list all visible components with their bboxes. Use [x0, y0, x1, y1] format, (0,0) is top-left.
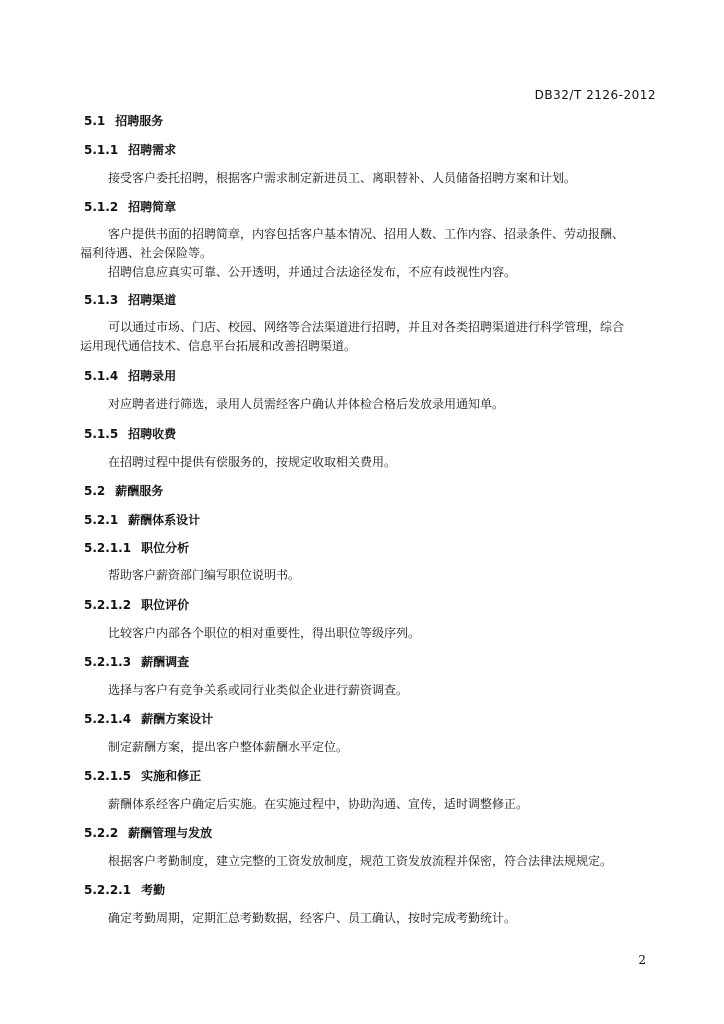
section-title: 招聘需求: [128, 143, 177, 157]
section-number: 5.2.1.2: [84, 598, 132, 612]
section-heading: [84, 712, 656, 726]
section-heading: [84, 769, 656, 783]
paragraph-line: 可以通过市场、门店、校园、网络等合法渠道进行招聘，并且对各类招聘渠道进行科学管理，综合: [108, 320, 625, 334]
section-number: 5.1.2: [84, 200, 119, 214]
section-title: 薪酬服务: [115, 484, 164, 498]
section-heading: [84, 484, 656, 498]
section-title: 招聘录用: [128, 369, 177, 383]
section-number: 5.1.3: [84, 293, 119, 307]
section-title: 招聘简章: [128, 200, 177, 214]
section-title: 薪酬调查: [141, 655, 190, 669]
section-number: 5.2.1.1: [84, 541, 132, 555]
section-number: 5.2.1.5: [84, 769, 132, 783]
paragraph-line: 接受客户委托招聘，根据客户需求制定新进员工、离职替补、人员储备招聘方案和计划。: [108, 171, 577, 185]
section-number: 5.2: [84, 484, 106, 498]
section-heading: [84, 598, 656, 612]
paragraph-line: 比较客户内部各个职位的相对重要性，得出职位等级序列。: [108, 626, 421, 640]
section-heading: [84, 826, 656, 840]
section-number: 5.1: [84, 114, 106, 128]
section-title: 考勤: [141, 883, 166, 897]
paragraph: [84, 681, 656, 700]
paragraph-line: 招聘信息应真实可靠、公开透明，并通过合法途径发布，不应有歧视性内容。: [108, 265, 517, 279]
paragraph: [84, 453, 656, 472]
paragraph: [84, 795, 656, 814]
section-heading: [84, 200, 656, 214]
section-number: 5.2.2: [84, 826, 119, 840]
section-number: 5.2.2.1: [84, 883, 132, 897]
section-number: 5.2.1.3: [84, 655, 132, 669]
paragraph-line: 确定考勤周期，定期汇总考勤数据，经客户、员工确认，按时完成考勤统计。: [108, 911, 517, 925]
section-heading: [84, 883, 656, 897]
paragraph: [84, 852, 656, 871]
section-heading: [84, 541, 656, 555]
paragraph: [84, 566, 656, 585]
section-title: 招聘收费: [128, 427, 177, 441]
section-number: 5.2.1: [84, 513, 119, 527]
section-number: 5.1.1: [84, 143, 119, 157]
section-number: 5.1.4: [84, 369, 119, 383]
paragraph: [84, 395, 656, 414]
paragraph: [84, 738, 656, 757]
section-title: 薪酬方案设计: [141, 712, 214, 726]
section-title: 薪酬体系设计: [128, 513, 201, 527]
paragraph: [84, 624, 656, 643]
section-heading: [84, 655, 656, 669]
paragraph-line: 对应聘者进行筛选，录用人员需经客户确认并体检合格后发放录用通知单。: [108, 397, 505, 411]
section-heading: [84, 114, 656, 128]
section-title: 实施和修正: [141, 769, 202, 783]
paragraph-line: 制定薪酬方案，提出客户整体薪酬水平定位。: [108, 740, 349, 754]
section-heading: [84, 293, 656, 307]
section-heading: [84, 427, 656, 441]
document-code: DB32/T 2126-2012: [534, 88, 656, 102]
paragraph-line: 运用现代通信技术、信息平台拓展和改善招聘渠道。: [80, 339, 357, 353]
page-number: 2: [638, 953, 646, 967]
section-title: 招聘服务: [115, 114, 164, 128]
section-title: 职位评价: [141, 598, 190, 612]
paragraph-line: 根据客户考勤制度，建立完整的工资发放制度，规范工资发放流程并保密，符合法律法规规定。: [108, 854, 613, 868]
section-number: 5.2.1.4: [84, 712, 132, 726]
paragraph: [84, 169, 656, 188]
paragraph: [84, 909, 656, 928]
section-title: 职位分析: [141, 541, 190, 555]
paragraph-line: 薪酬体系经客户确定后实施。在实施过程中，协助沟通、宣传，适时调整修正。: [108, 797, 529, 811]
paragraph: [80, 318, 656, 356]
section-title: 招聘渠道: [128, 293, 177, 307]
paragraph-line: 福利待遇、社会保险等。: [80, 246, 213, 260]
section-title: 薪酬管理与发放: [128, 826, 213, 840]
paragraph-line: 帮助客户薪资部门编写职位说明书。: [108, 568, 301, 582]
section-heading: [84, 513, 656, 527]
paragraph-line: 在招聘过程中提供有偿服务的，按规定收取相关费用。: [108, 455, 397, 469]
section-heading: [84, 369, 656, 383]
paragraph-line: 客户提供书面的招聘简章，内容包括客户基本情况、招用人数、工作内容、招录条件、劳动报酬、: [108, 227, 625, 241]
paragraph-line: 选择与客户有竞争关系或同行业类似企业进行薪资调查。: [108, 683, 409, 697]
section-number: 5.1.5: [84, 427, 119, 441]
paragraph: [80, 225, 656, 282]
section-heading: [84, 143, 656, 157]
